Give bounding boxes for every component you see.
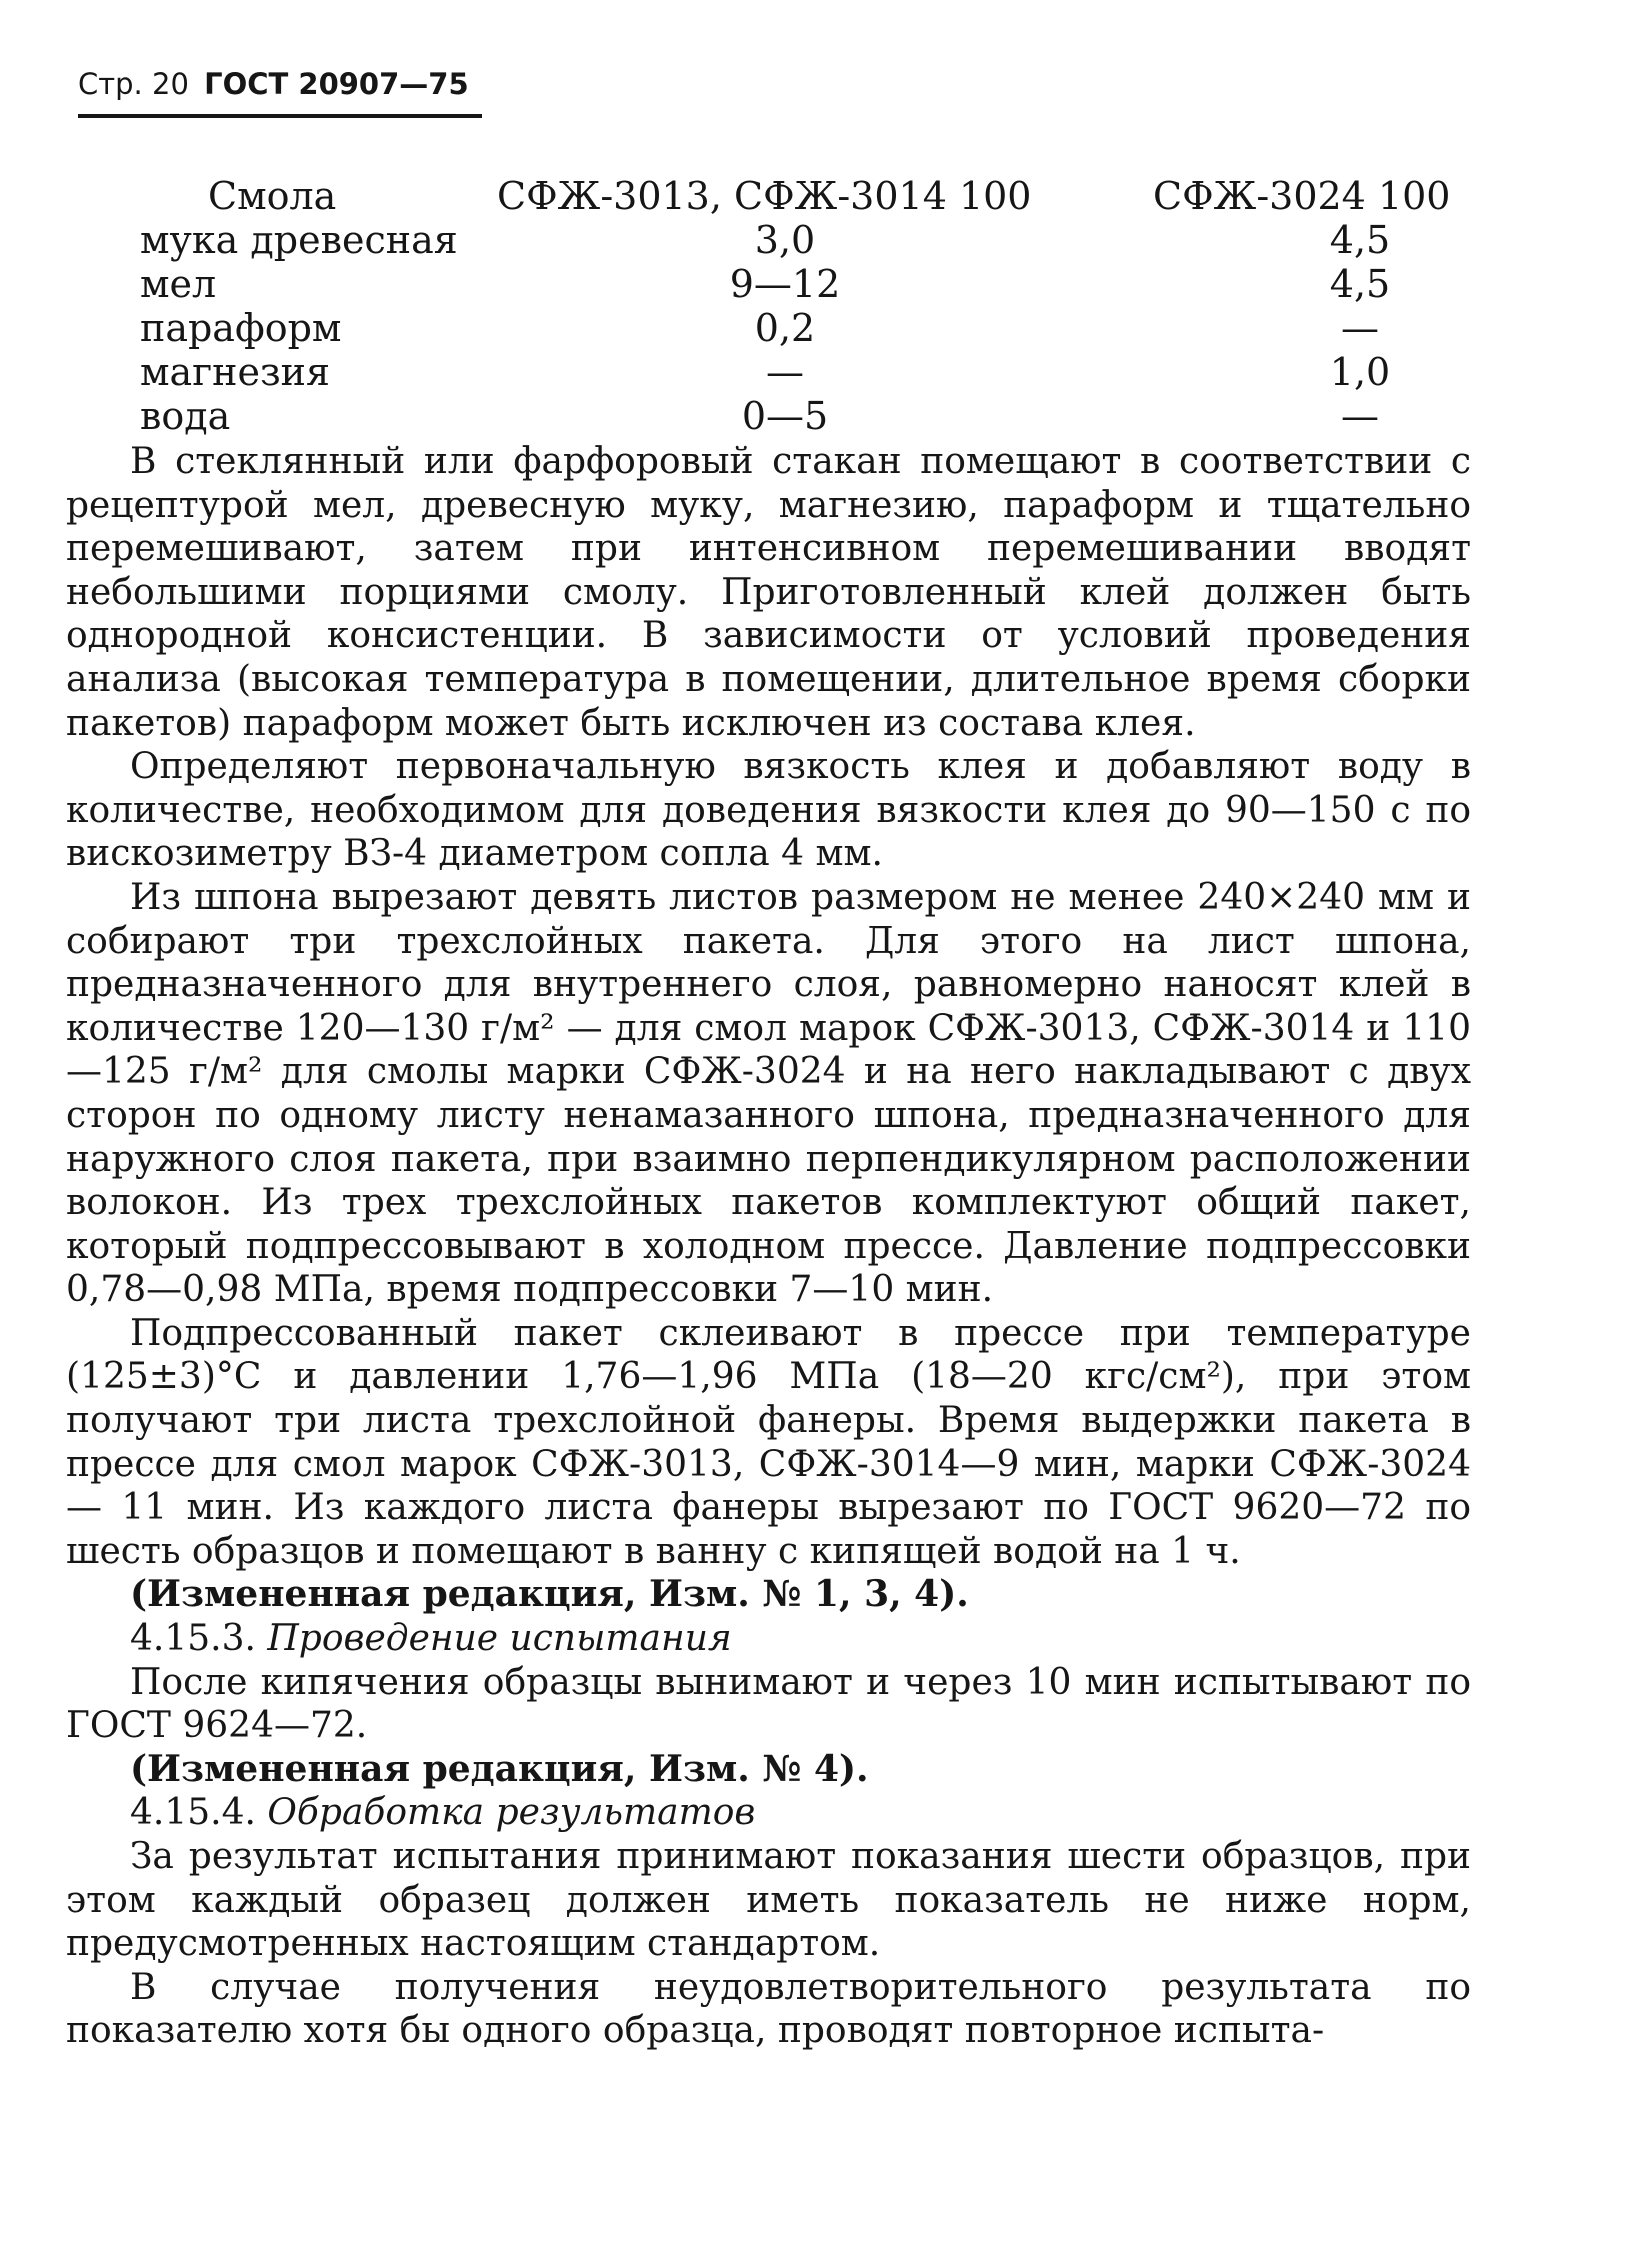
recipe-value-a: 3,0 [754,218,816,262]
recipe-table [0,174,1625,438]
recipe-row [0,394,1625,438]
recipe-row [0,350,1625,394]
recipe-value-b: — [1341,394,1379,438]
recipe-row [0,262,1625,306]
amendment-note: (Измененная редакция, Изм. № 4). [130,1747,869,1790]
recipe-header-row [0,174,1625,218]
recipe-column-sfzh-3024: СФЖ-3024 100 [1153,174,1451,218]
recipe-value-b: 4,5 [1329,218,1391,262]
recipe-ingredient: параформ [140,306,342,350]
recipe-value-a: 0—5 [741,394,829,438]
clause-heading-4-15-3 [66,1617,1471,1661]
page-header [78,66,469,102]
clause-number: 4.15.3. [130,1618,256,1660]
recipe-row [0,306,1625,350]
clause-title: Обработка результатов [267,1792,756,1834]
paragraph-retest: В случае получения неудовлетворительного результата по показателю хотя бы одного образца, проводят повторное испыта- [66,1966,1471,2052]
recipe-value-a: — [766,350,804,394]
paragraph-preparation: В стеклянный или фарфоровый стакан помещают в соответствии с рецептурой мел, древесную муку, магнезию, параформ и тщательно перемешивают, затем при интенсивном перемешивании вводят небольшими порциями смолу. Приготовленный клей должен быть однородной консистенции. В зависимости от условий проведения анализа (высокая температура в помещении, длительное время сборки пакетов) параформ может быть исключен из состава клея. [66,441,1471,744]
paragraph-viscosity: Определяют первоначальную вязкость клея и добавляют воду в количестве, необходимом для доведения вязкости клея до 90—150 с по вискозиметру ВЗ-4 диаметром сопла 4 мм. [66,746,1471,875]
recipe-ingredient: вода [140,394,231,438]
amendment-note: (Измененная редакция, Изм. № 1, 3, 4). [130,1573,969,1616]
recipe-value-b: — [1341,306,1379,350]
recipe-value-b: 1,0 [1329,350,1391,394]
clause-heading-4-15-4 [66,1791,1471,1835]
paragraph-testing: После кипячения образцы вынимают и через 10 мин испытывают по ГОСТ 9624—72. [66,1661,1471,1747]
page-number: Стр. 20 [78,67,189,101]
recipe-row [0,218,1625,262]
recipe-ingredient: мел [140,262,217,306]
paragraph-pressing: Подпрессованный пакет склеивают в прессе при температуре (125±3)°С и давлении 1,76—1,96 МПа (18—20 кгс/см²), при этом получают три листа трехслойной фанеры. Время выдержки пакета в прессе для смол марок СФЖ-3013, СФЖ-3014—9 мин, марки СФЖ-3024 — 11 мин. Из каждого листа фанеры вырезают по ГОСТ 9620—72 по шесть образцов и помещают в ванну с кипящей водой на 1 ч. [66,1312,1471,1572]
clause-number: 4.15.4. [130,1792,256,1834]
recipe-value-b: 4,5 [1329,262,1391,306]
recipe-column-resin: Смола [208,174,337,218]
recipe-value-a: 9—12 [729,262,841,306]
paragraph-veneer: Из шпона вырезают девять листов размером не менее 240×240 мм и собирают три трехслойных пакета. Для этого на лист шпона, предназначенного для внутреннего слоя, равномерно наносят клей в количестве 120—130 г/м² — для смол марок СФЖ-3013, СФЖ-3014 и 110—125 г/м² для смолы марки СФЖ-3024 и на него накладывают с двух сторон по одному листу ненамазанного шпона, предназначенного для наружного слоя пакета, при взаимно перпендикулярном расположении волокон. Из трех трехслойных пакетов комплектуют общий пакет, который подпрессовывают в холодном прессе. Давление подпрессовки 0,78—0,98 МПа, время подпрессовки 7—10 мин. [66,876,1471,1311]
header-rule [78,114,482,118]
recipe-ingredient: магнезия [140,350,330,394]
paragraph-results: За результат испытания принимают показания шести образцов, при этом каждый образец должен иметь показатель не ниже норм, предусмотренных настоящим стандартом. [66,1836,1471,1965]
recipe-value-a: 0,2 [754,306,816,350]
body-text [66,440,1471,2053]
recipe-column-sfzh-3013-3014: СФЖ-3013, СФЖ-3014 100 [497,174,1032,218]
clause-title: Проведение испытания [267,1618,732,1660]
standard-code: ГОСТ 20907—75 [204,67,469,101]
recipe-ingredient: мука древесная [140,218,458,262]
